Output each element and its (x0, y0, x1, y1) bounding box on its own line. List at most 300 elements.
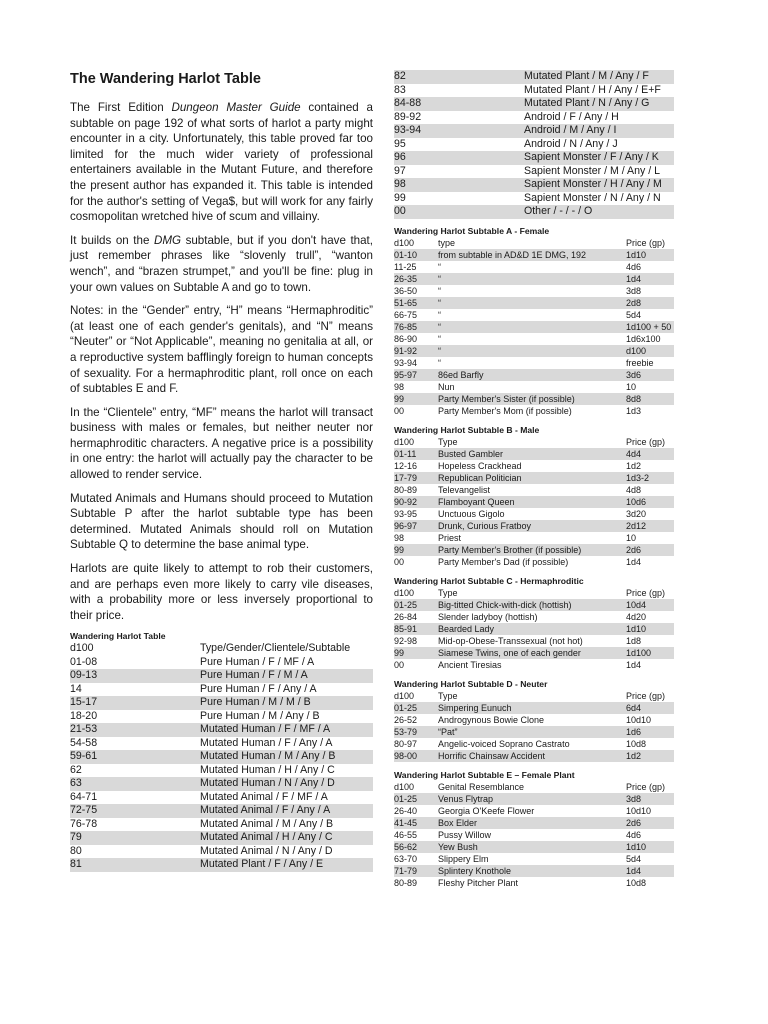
d100-cell: 26-52 (394, 714, 418, 725)
type-cell: Flamboyant Queen (438, 496, 626, 508)
type-cell: Pure Human / F / Any / A (200, 682, 317, 695)
price-cell: 1d10 (626, 249, 674, 261)
d100-cell: 90-92 (394, 496, 438, 508)
type-cell: Nun (438, 381, 455, 392)
d100-cell: 53-79 (394, 726, 438, 738)
paragraph-dmg: It builds on the DMG subtable, but if you don't have that, just remember phrases like “slovenly trull”, “wanton wench”, and “brazen strumpet,” and you'll be fine: plug in your own values on Subtable A and go to town. (70, 233, 373, 294)
table-header-row (394, 587, 674, 599)
d100-cell: 18-20 (70, 709, 98, 722)
table-header-row (394, 237, 674, 249)
type-cell: “ (438, 309, 441, 320)
price-cell: freebie (626, 357, 654, 368)
table-row (394, 738, 674, 750)
main-table (70, 642, 373, 872)
price-cell: 4d20 (626, 611, 647, 622)
price-cell: 3d20 (626, 508, 647, 519)
paragraph-gender-notes: Notes: in the “Gender” entry, “H” means “Hermaphroditic” (at least one of each gender's genitals), and “N” means “Neuter” or “Not Applicable”, meaning no genitalia at all, or a reproductive system bafflingly foreign to human concepts of sexuality. For a hermaphroditic plant, roll once on each of subtables E and F. (70, 304, 373, 396)
d100-cell: 80 (70, 844, 82, 857)
table-header-cell: Price (gp) (626, 587, 666, 598)
table-row (394, 726, 674, 738)
d100-cell: 17-79 (394, 472, 438, 484)
type-cell: “ (438, 333, 441, 344)
type-cell: Mid-op-Obese-Transsexual (not hot) (438, 635, 583, 646)
d100-cell: 80-89 (394, 877, 418, 888)
table-header-cell: d100 (70, 642, 94, 655)
table-row (394, 877, 674, 889)
price-cell: 10d6 (626, 496, 674, 508)
type-cell: Sapient Monster / F / Any / K (524, 151, 674, 165)
type-cell: Sapient Monster / H / Any / M (524, 178, 674, 192)
d100-cell: 96 (394, 151, 524, 165)
type-cell: Pure Human / M / Any / B (200, 709, 320, 722)
type-cell: Hopeless Crackhead (438, 460, 522, 471)
subtable-title: Wandering Harlot Subtable E – Female Plant (394, 769, 575, 780)
type-cell: Androgynous Bowie Clone (438, 714, 545, 725)
type-cell: “ (438, 297, 626, 309)
d100-cell: 71-79 (394, 865, 438, 877)
table-row (394, 659, 674, 671)
price-cell: 1d3-2 (626, 472, 674, 484)
type-cell: “ (438, 357, 441, 368)
price-cell: 1d100 + 50 (626, 321, 674, 333)
price-cell: 5d4 (626, 309, 642, 320)
type-cell: Mutated Plant / N / Any / G (524, 97, 674, 111)
paragraph-intro: The First Edition Dungeon Master Guide contained a subtable on page 192 of what sorts of harlot a party might encounter in a city. Unfortunately, this table proved far too limited for the much wider variety of professional entertainers available in the Mutant Future, and therefore the present author has expanded it. This table is intended for the author's setting of Vega$, but will work for any fairly cosmopolitan wretched hive of scum and villainy. (70, 101, 373, 224)
type-cell: Ancient Tiresias (438, 659, 502, 670)
type-cell: “ (438, 321, 626, 333)
type-cell: Mutated Animal / N / Any / D (200, 844, 333, 857)
table-row (394, 841, 674, 853)
subtable (394, 436, 674, 568)
price-cell: 10d10 (626, 805, 652, 816)
table-header-cell: Type (438, 690, 458, 701)
table-header-cell: Genital Resemblance (438, 781, 525, 792)
table-row (70, 804, 373, 818)
type-cell: Drunk, Curious Fratboy (438, 520, 626, 532)
type-cell: Simpering Eunuch (438, 702, 626, 714)
d100-cell: 99 (394, 544, 438, 556)
table-row (394, 635, 674, 647)
d100-cell: 79 (70, 831, 200, 845)
price-cell: 1d4 (626, 865, 674, 877)
d100-cell: 99 (394, 393, 438, 405)
price-cell: 1d100 (626, 647, 674, 659)
table-row (394, 647, 674, 659)
d100-cell: 59-61 (70, 750, 200, 764)
price-cell: d100 (626, 345, 674, 357)
type-cell: Pussy Willow (438, 829, 492, 840)
table-row (394, 714, 674, 726)
table-row (394, 97, 674, 111)
d100-cell: 98-00 (394, 750, 438, 762)
type-cell: Mutated Human / H / Any / C (200, 763, 335, 776)
price-cell: 1d3 (626, 405, 642, 416)
type-cell: Fleshy Pitcher Plant (438, 877, 519, 888)
price-cell: 10 (626, 381, 637, 392)
subtable (394, 781, 674, 889)
table-row (70, 696, 373, 710)
type-cell: Mutated Animal / M / Any / B (200, 817, 334, 830)
type-cell: Android / N / Any / J (524, 137, 618, 150)
d100-cell: 36-50 (394, 285, 418, 296)
d100-cell: 15-17 (70, 696, 200, 710)
type-cell: Unctuous Gigolo (438, 508, 505, 519)
d100-cell: 41-45 (394, 817, 438, 829)
table-row (394, 261, 674, 273)
table-row (70, 858, 373, 872)
type-cell: “Pat” (438, 726, 626, 738)
type-cell: Mutated Plant / M / Any / F (524, 70, 674, 84)
type-cell: Televangelist (438, 484, 491, 495)
d100-cell: 96-97 (394, 520, 438, 532)
price-cell: 3d6 (626, 369, 674, 381)
type-cell: Box Elder (438, 817, 626, 829)
table-header-cell: d100 (394, 237, 415, 248)
table-row (394, 111, 674, 125)
table-row (70, 845, 373, 859)
price-cell: 5d4 (626, 853, 642, 864)
table-row (394, 393, 674, 405)
d100-cell: 12-16 (394, 460, 418, 471)
price-cell: 1d10 (626, 841, 674, 853)
type-cell: Other / - / - / O (524, 205, 674, 219)
d100-cell: 80-97 (394, 738, 418, 749)
price-cell: 4d6 (626, 261, 642, 272)
d100-cell: 14 (70, 682, 82, 695)
left-column (70, 70, 373, 872)
table-row (394, 817, 674, 829)
price-cell: 4d6 (626, 829, 642, 840)
main-table-continued (394, 70, 674, 219)
price-cell: 3d8 (626, 793, 674, 805)
d100-cell: 46-55 (394, 829, 418, 840)
table-row (394, 138, 674, 152)
d100-cell: 81 (70, 858, 200, 872)
table-row (394, 520, 674, 532)
table-row (394, 273, 674, 285)
type-cell: “ (438, 345, 626, 357)
d100-cell: 99 (394, 191, 406, 204)
table-row (394, 309, 674, 321)
d100-cell: 56-62 (394, 841, 438, 853)
table-row (394, 829, 674, 841)
table-row (70, 669, 373, 683)
type-cell: Republican Politician (438, 472, 626, 484)
table-row (70, 777, 373, 791)
spacer (394, 568, 674, 576)
price-cell: 10 (626, 532, 637, 543)
d100-cell: 92-98 (394, 635, 418, 646)
table-header-cell: Price (gp) (626, 690, 666, 701)
table-header-cell: d100 (394, 587, 415, 598)
table-row (394, 333, 674, 345)
type-cell: Mutated Human / F / MF / A (200, 723, 373, 737)
table-row (394, 484, 674, 496)
price-cell: 10d8 (626, 738, 647, 749)
type-cell: Party Member's Brother (if possible) (438, 544, 626, 556)
type-cell: Party Member's Mom (if possible) (438, 405, 572, 416)
type-cell: “ (438, 285, 441, 296)
table-row (394, 357, 674, 369)
d100-cell: 95 (394, 137, 406, 150)
type-cell: Bearded Lady (438, 623, 626, 635)
price-cell: 1d4 (626, 273, 674, 285)
type-cell: Mutated Animal / F / Any / A (200, 804, 373, 818)
table-row (70, 723, 373, 737)
price-cell: 1d4 (626, 659, 642, 670)
subtable (394, 237, 674, 417)
table-row (394, 369, 674, 381)
table-row (394, 297, 674, 309)
table-header-row (70, 642, 373, 656)
table-header-row (394, 436, 674, 448)
type-cell: Slippery Elm (438, 853, 489, 864)
type-cell: Pure Human / M / M / B (200, 696, 373, 710)
spacer (394, 762, 674, 770)
d100-cell: 93-94 (394, 357, 418, 368)
table-row (394, 865, 674, 877)
table-row (70, 831, 373, 845)
table-header-cell: d100 (394, 781, 415, 792)
table-header-row (394, 690, 674, 702)
table-header-row (394, 781, 674, 793)
type-cell: Mutated Plant / F / Any / E (200, 858, 373, 872)
d100-cell: 00 (394, 556, 405, 567)
d100-cell: 01-08 (70, 655, 98, 668)
d100-cell: 85-91 (394, 623, 438, 635)
price-cell: 8d8 (626, 393, 674, 405)
subtable (394, 587, 674, 671)
type-cell: “ (438, 261, 441, 272)
d100-cell: 98 (394, 178, 524, 192)
table-header-cell: Price (gp) (626, 237, 666, 248)
main-table-title: Wandering Harlot Table (70, 631, 166, 642)
table-header-cell: Price (gp) (626, 436, 666, 447)
d100-cell: 00 (394, 659, 405, 670)
table-row (394, 178, 674, 192)
price-cell: 1d2 (626, 460, 642, 471)
table-row (394, 381, 674, 393)
table-row (394, 151, 674, 165)
table-header-cell: Type (438, 587, 458, 598)
subtable-title: Wandering Harlot Subtable C - Hermaphroditic (394, 575, 584, 586)
paragraph-mutation-notes: Mutated Animals and Humans should proceed to Mutation Subtable P after the harlot subtable type has been determined. Mutated Animals should roll on Mutation Subtable Q to determine the base animal type. (70, 491, 373, 552)
d100-cell: 62 (70, 763, 82, 776)
d100-cell: 51-65 (394, 297, 438, 309)
table-row (394, 285, 674, 297)
d100-cell: 26-40 (394, 805, 418, 816)
table-row (394, 805, 674, 817)
price-cell: 10d10 (626, 714, 652, 725)
d100-cell: 63-70 (394, 853, 418, 864)
type-cell: Priest (438, 532, 462, 543)
spacer (394, 671, 674, 679)
type-cell: Splintery Knothole (438, 865, 626, 877)
type-cell: Pure Human / F / MF / A (200, 655, 315, 668)
table-row (70, 656, 373, 670)
table-row (394, 611, 674, 623)
paragraph-clientele-notes: In the “Clientele” entry, “MF” means the harlot will transact business with males or females, but neither neuter nor hermaphroditic characters. A negative price is a possibility in one entry: the harlot will actually pay the character to be allowed to render service. (70, 405, 373, 482)
type-cell: Mutated Human / M / Any / B (200, 750, 373, 764)
table-header-cell: Price (gp) (626, 781, 666, 792)
d100-cell: 63 (70, 777, 200, 791)
d100-cell: 01-25 (394, 702, 438, 714)
price-cell: 1d8 (626, 635, 642, 646)
price-cell: 1d6 (626, 726, 674, 738)
d100-cell: 72-75 (70, 804, 200, 818)
type-cell: Angelic-voiced Soprano Castrato (438, 738, 570, 749)
d100-cell: 91-92 (394, 345, 438, 357)
table-row (394, 405, 674, 417)
d100-cell: 11-25 (394, 261, 417, 272)
table-row (394, 750, 674, 762)
table-row (70, 791, 373, 805)
type-cell: Siamese Twins, one of each gender (438, 647, 626, 659)
table-row (394, 165, 674, 179)
d100-cell: 93-94 (394, 124, 524, 138)
table-row (394, 599, 674, 611)
main-table-continued-rows (394, 70, 674, 219)
d100-cell: 83 (394, 83, 406, 96)
table-row (394, 472, 674, 484)
d100-cell: 89-92 (394, 110, 422, 123)
right-column (394, 70, 674, 889)
d100-cell: 54-58 (70, 736, 98, 749)
price-cell: 2d6 (626, 544, 674, 556)
d100-cell: 09-13 (70, 669, 200, 683)
subtable-title: Wandering Harlot Subtable A - Female (394, 225, 550, 236)
d100-cell: 84-88 (394, 97, 524, 111)
type-cell: “ (438, 273, 626, 285)
type-cell: Mutated Human / F / Any / A (200, 736, 333, 749)
table-row (394, 70, 674, 84)
table-row (394, 192, 674, 206)
type-cell: Sapient Monster / N / Any / N (524, 191, 661, 204)
d100-cell: 01-10 (394, 249, 438, 261)
table-row (70, 710, 373, 724)
table-row (394, 249, 674, 261)
table-row (394, 84, 674, 98)
d100-cell: 98 (394, 532, 405, 543)
table-row (394, 556, 674, 568)
subtable-title: Wandering Harlot Subtable D - Neuter (394, 678, 548, 689)
type-cell: Mutated Human / N / Any / D (200, 777, 373, 791)
d100-cell: 76-78 (70, 817, 98, 830)
d100-cell: 99 (394, 647, 438, 659)
d100-cell: 80-89 (394, 484, 418, 495)
type-cell: Mutated Animal / F / MF / A (200, 790, 328, 803)
table-row (394, 702, 674, 714)
table-row (70, 683, 373, 697)
price-cell: 3d8 (626, 285, 642, 296)
table-header-cell: d100 (394, 690, 415, 701)
type-cell: Slender ladyboy (hottish) (438, 611, 538, 622)
type-cell: Venus Flytrap (438, 793, 626, 805)
d100-cell: 26-35 (394, 273, 438, 285)
price-cell: 1d10 (626, 623, 674, 635)
table-row (394, 508, 674, 520)
table-row (394, 532, 674, 544)
spacer (394, 417, 674, 425)
type-cell: Mutated Plant / H / Any / E+F (524, 83, 661, 96)
type-cell: 86ed Barfly (438, 369, 626, 381)
type-cell: Busted Gambler (438, 448, 626, 460)
table-row (394, 496, 674, 508)
d100-cell: 26-84 (394, 611, 418, 622)
price-cell: 6d4 (626, 702, 674, 714)
subtables (394, 219, 674, 889)
d100-cell: 82 (394, 70, 524, 84)
price-cell: 10d4 (626, 599, 674, 611)
price-cell: 1d4 (626, 556, 642, 567)
table-row (394, 321, 674, 333)
table-row (70, 818, 373, 832)
subtable (394, 690, 674, 762)
d100-cell: 76-85 (394, 321, 438, 333)
table-row (70, 764, 373, 778)
table-row (394, 623, 674, 635)
table-row (394, 205, 674, 219)
d100-cell: 64-71 (70, 790, 98, 803)
type-cell: Party Member's Sister (if possible) (438, 393, 626, 405)
type-cell: Georgia O'Keefe Flower (438, 805, 535, 816)
type-cell: Android / F / Any / H (524, 110, 619, 123)
price-cell: 2d12 (626, 520, 674, 532)
spacer (394, 219, 674, 226)
d100-cell: 00 (394, 405, 405, 416)
type-cell: from subtable in AD&D 1E DMG, 192 (438, 249, 626, 261)
table-row (70, 750, 373, 764)
price-cell: 1d6x100 (626, 333, 661, 344)
table-header-cell: Type (438, 436, 458, 447)
price-cell: 4d4 (626, 448, 674, 460)
price-cell: 2d8 (626, 297, 674, 309)
type-cell: Sapient Monster / M / Any / L (524, 164, 661, 177)
d100-cell: 97 (394, 164, 406, 177)
table-row (394, 544, 674, 556)
type-cell: Pure Human / F / M / A (200, 669, 373, 683)
table-row (394, 345, 674, 357)
table-row (394, 460, 674, 472)
d100-cell: 93-95 (394, 508, 418, 519)
price-cell: 10d8 (626, 877, 647, 888)
table-row (70, 737, 373, 751)
d100-cell: 95-97 (394, 369, 438, 381)
table-row (394, 448, 674, 460)
main-table-rows (70, 656, 373, 872)
type-cell: Mutated Animal / H / Any / C (200, 831, 373, 845)
price-cell: 4d8 (626, 484, 642, 495)
subtable-title: Wandering Harlot Subtable B - Male (394, 424, 540, 435)
table-row (394, 853, 674, 865)
table-header-cell: Type/Gender/Clientele/Subtable (200, 642, 351, 655)
paragraph-robbery-notes: Harlots are quite likely to attempt to rob their customers, and are perhaps even more likely to carry vile diseases, with a probability more or less inversely proportional to their price. (70, 562, 373, 622)
d100-cell: 66-75 (394, 309, 418, 320)
d100-cell: 86-90 (394, 333, 418, 344)
table-row (394, 793, 674, 805)
price-cell: 1d2 (626, 750, 674, 762)
table-row (394, 124, 674, 138)
price-cell: 2d6 (626, 817, 674, 829)
table-header-cell: d100 (394, 436, 415, 447)
type-cell: Party Member's Dad (if possible) (438, 556, 569, 567)
d100-cell: 01-11 (394, 448, 438, 460)
type-cell: Big-titted Chick-with-dick (hottish) (438, 599, 626, 611)
d100-cell: 00 (394, 205, 524, 219)
type-cell: Horrific Chainsaw Accident (438, 750, 626, 762)
d100-cell: 98 (394, 381, 405, 392)
type-cell: Yew Bush (438, 841, 626, 853)
